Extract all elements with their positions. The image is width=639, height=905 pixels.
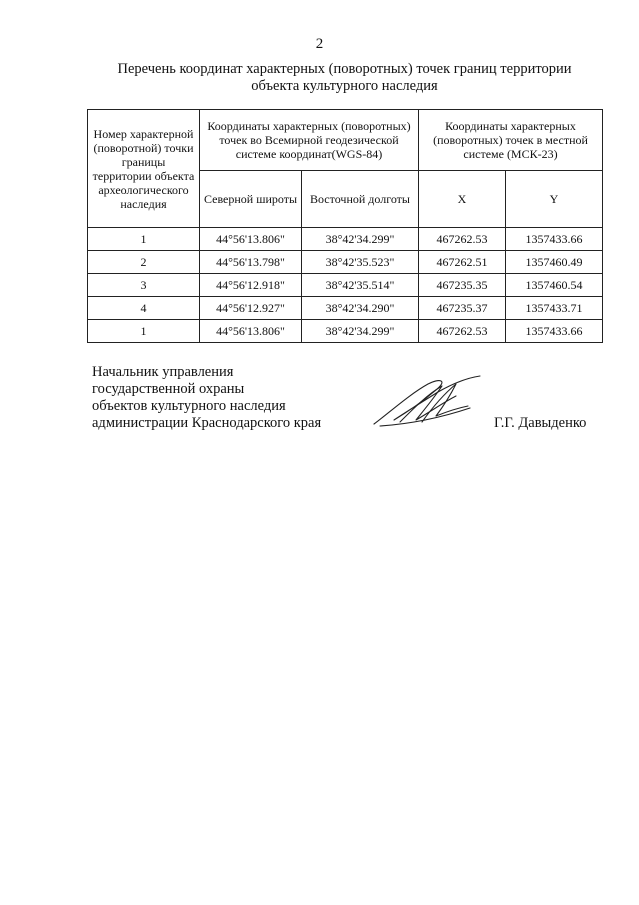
cell-num: 4 <box>88 297 200 320</box>
coordinates-table <box>87 109 603 343</box>
cell-y: 1357460.54 <box>506 274 603 297</box>
title-line-2: объекта культурного наследия <box>251 78 438 94</box>
header-longitude: Восточной долготы <box>302 171 419 228</box>
cell-y: 1357433.66 <box>506 228 603 251</box>
cell-x: 467235.35 <box>419 274 506 297</box>
cell-lon: 38°42'35.523" <box>302 251 419 274</box>
cell-y: 1357433.66 <box>506 320 603 343</box>
signatory-line-3: объектов культурного наследия <box>92 398 286 414</box>
cell-lon: 38°42'34.299" <box>302 228 419 251</box>
cell-x: 467262.53 <box>419 228 506 251</box>
cell-lon: 38°42'35.514" <box>302 274 419 297</box>
table-row <box>88 274 603 297</box>
signatory-title <box>92 364 321 432</box>
cell-x: 467235.37 <box>419 297 506 320</box>
cell-lat: 44°56'13.806" <box>200 320 302 343</box>
cell-y: 1357433.71 <box>506 297 603 320</box>
cell-y: 1357460.49 <box>506 251 603 274</box>
table-body <box>88 228 603 343</box>
title-line-1: Перечень координат характерных (поворотных) точек границ территории <box>117 61 572 77</box>
handwritten-signature <box>370 372 485 432</box>
signatory-line-1: Начальник управления <box>92 364 234 380</box>
cell-lat: 44°56'12.927" <box>200 297 302 320</box>
table-row <box>88 320 603 343</box>
cell-x: 467262.51 <box>419 251 506 274</box>
signatory-line-2: государственной охраны <box>92 381 245 397</box>
table-row <box>88 228 603 251</box>
cell-num: 3 <box>88 274 200 297</box>
cell-lat: 44°56'13.798" <box>200 251 302 274</box>
page-number: 2 <box>315 36 324 52</box>
cell-x: 467262.53 <box>419 320 506 343</box>
table-row <box>88 251 603 274</box>
header-msk23: Координаты характерных (поворотных) точек в местной системе (МСК-23) <box>419 110 603 171</box>
cell-lat: 44°56'13.806" <box>200 228 302 251</box>
header-x: X <box>419 171 506 228</box>
cell-num: 2 <box>88 251 200 274</box>
header-point-number: Номер характерной (поворотной) точки границы территории объекта археологического наследия <box>88 110 200 228</box>
cell-num: 1 <box>88 320 200 343</box>
document-title <box>60 61 629 95</box>
header-wgs84: Координаты характерных (поворотных) точек во Всемирной геодезической системе координат(WGS-84) <box>200 110 419 171</box>
table-row <box>88 297 603 320</box>
header-y: Y <box>506 171 603 228</box>
cell-lon: 38°42'34.290" <box>302 297 419 320</box>
cell-lat: 44°56'12.918" <box>200 274 302 297</box>
cell-lon: 38°42'34.299" <box>302 320 419 343</box>
signatory-line-4: администрации Краснодарского края <box>92 415 322 431</box>
cell-num: 1 <box>88 228 200 251</box>
header-latitude: Северной широты <box>200 171 302 228</box>
signer-name: Г.Г. Давыденко <box>494 415 587 431</box>
